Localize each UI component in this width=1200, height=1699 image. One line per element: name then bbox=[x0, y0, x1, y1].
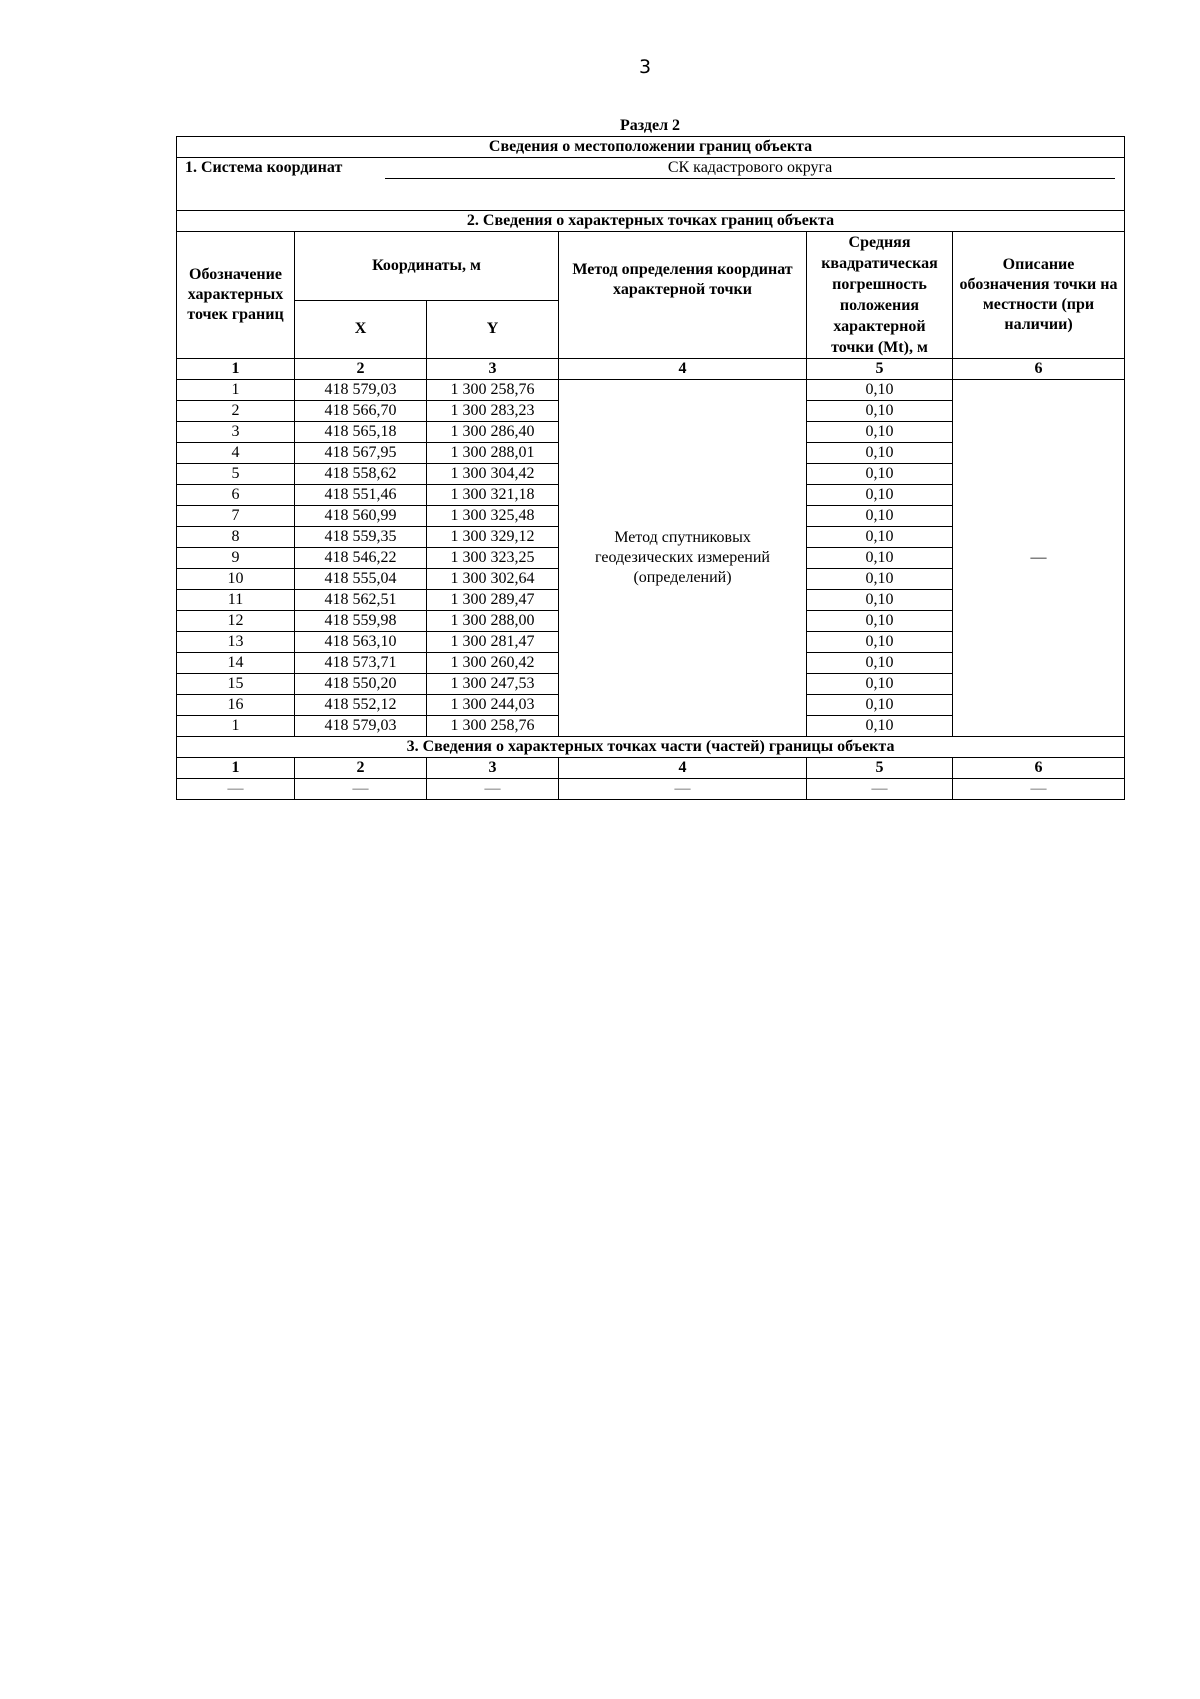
point-mt: 0,10 bbox=[807, 632, 953, 653]
point-y: 1 300 247,53 bbox=[427, 674, 559, 695]
page-number: 3 bbox=[638, 56, 652, 78]
point-x: 418 559,98 bbox=[295, 611, 427, 632]
point-x: 418 552,12 bbox=[295, 695, 427, 716]
column-number: 4 bbox=[559, 758, 807, 779]
point-mt: 0,10 bbox=[807, 485, 953, 506]
column-number: 1 bbox=[177, 758, 295, 779]
point-x: 418 559,35 bbox=[295, 527, 427, 548]
coordinate-system-value: СК кадастрового округа bbox=[385, 158, 1115, 179]
point-y: 1 300 304,42 bbox=[427, 464, 559, 485]
point-x: 418 567,95 bbox=[295, 443, 427, 464]
point-number: 5 bbox=[177, 464, 295, 485]
point-x: 418 560,99 bbox=[295, 506, 427, 527]
point-mt: 0,10 bbox=[807, 464, 953, 485]
column-number: 6 bbox=[953, 758, 1125, 779]
point-number: 15 bbox=[177, 674, 295, 695]
table-title: Сведения о местоположении границ объекта bbox=[177, 137, 1125, 158]
point-x: 418 558,62 bbox=[295, 464, 427, 485]
point-number: 11 bbox=[177, 590, 295, 611]
point-number: 10 bbox=[177, 569, 295, 590]
header-row-1 bbox=[177, 232, 1125, 301]
coordinate-system-row bbox=[177, 158, 1125, 211]
method-value: Метод спутниковых геодезических измерений (определений) bbox=[559, 380, 807, 737]
subsection3-value: — bbox=[559, 779, 807, 800]
point-mt: 0,10 bbox=[807, 695, 953, 716]
point-mt: 0,10 bbox=[807, 506, 953, 527]
point-number: 16 bbox=[177, 695, 295, 716]
point-x: 418 550,20 bbox=[295, 674, 427, 695]
point-mt: 0,10 bbox=[807, 674, 953, 695]
description-value: — bbox=[953, 380, 1125, 737]
point-number: 6 bbox=[177, 485, 295, 506]
column-number: 5 bbox=[807, 758, 953, 779]
point-mt: 0,10 bbox=[807, 653, 953, 674]
point-mt: 0,10 bbox=[807, 611, 953, 632]
point-mt: 0,10 bbox=[807, 548, 953, 569]
boundary-table bbox=[176, 136, 1125, 800]
point-mt: 0,10 bbox=[807, 716, 953, 737]
column-number: 6 bbox=[953, 359, 1125, 380]
subsection3-title: 3. Сведения о характерных точках части (частей) границы объекта bbox=[177, 737, 1125, 758]
subsection3-values-row bbox=[177, 779, 1125, 800]
subsection3-value: — bbox=[807, 779, 953, 800]
subsection2-title: 2. Сведения о характерных точках границ объекта bbox=[177, 211, 1125, 232]
point-y: 1 300 258,76 bbox=[427, 380, 559, 401]
column-number: 3 bbox=[427, 359, 559, 380]
subsection3-value: — bbox=[295, 779, 427, 800]
point-number: 12 bbox=[177, 611, 295, 632]
header-x: X bbox=[295, 300, 427, 358]
subsection3-title-row bbox=[177, 737, 1125, 758]
header-method: Метод определения координат характерной точки bbox=[559, 232, 807, 359]
point-y: 1 300 260,42 bbox=[427, 653, 559, 674]
subsection2-title-row bbox=[177, 211, 1125, 232]
point-x: 418 546,22 bbox=[295, 548, 427, 569]
point-mt: 0,10 bbox=[807, 401, 953, 422]
point-y: 1 300 244,03 bbox=[427, 695, 559, 716]
point-x: 418 551,46 bbox=[295, 485, 427, 506]
column-number: 2 bbox=[295, 359, 427, 380]
header-y: Y bbox=[427, 300, 559, 358]
point-number: 7 bbox=[177, 506, 295, 527]
point-number: 8 bbox=[177, 527, 295, 548]
subsection3-value: — bbox=[953, 779, 1125, 800]
point-y: 1 300 323,25 bbox=[427, 548, 559, 569]
point-y: 1 300 258,76 bbox=[427, 716, 559, 737]
column-number: 2 bbox=[295, 758, 427, 779]
point-y: 1 300 321,18 bbox=[427, 485, 559, 506]
column-number: 3 bbox=[427, 758, 559, 779]
point-x: 418 555,04 bbox=[295, 569, 427, 590]
point-number: 13 bbox=[177, 632, 295, 653]
point-number: 14 bbox=[177, 653, 295, 674]
point-y: 1 300 289,47 bbox=[427, 590, 559, 611]
table-row bbox=[177, 380, 1125, 401]
header-error: Средняя квадратическая погрешность положения характерной точки (Mt), м bbox=[807, 232, 953, 359]
point-x: 418 563,10 bbox=[295, 632, 427, 653]
header-description: Описание обозначения точки на местности (при наличии) bbox=[953, 232, 1125, 359]
point-x: 418 579,03 bbox=[295, 380, 427, 401]
header-designation: Обозначение характерных точек границ bbox=[177, 232, 295, 359]
point-mt: 0,10 bbox=[807, 527, 953, 548]
column-number: 5 bbox=[807, 359, 953, 380]
point-number: 1 bbox=[177, 380, 295, 401]
subsection3-value: — bbox=[177, 779, 295, 800]
point-x: 418 579,03 bbox=[295, 716, 427, 737]
point-y: 1 300 281,47 bbox=[427, 632, 559, 653]
coordinate-system-label: 1. Система координат bbox=[185, 159, 343, 176]
table-title-row bbox=[177, 137, 1125, 158]
point-mt: 0,10 bbox=[807, 443, 953, 464]
point-mt: 0,10 bbox=[807, 590, 953, 611]
column-number: 4 bbox=[559, 359, 807, 380]
point-number: 1 bbox=[177, 716, 295, 737]
column-numbers-row bbox=[177, 359, 1125, 380]
point-y: 1 300 288,00 bbox=[427, 611, 559, 632]
point-x: 418 566,70 bbox=[295, 401, 427, 422]
header-coordinates: Координаты, м bbox=[295, 232, 559, 301]
point-y: 1 300 286,40 bbox=[427, 422, 559, 443]
point-number: 2 bbox=[177, 401, 295, 422]
point-number: 3 bbox=[177, 422, 295, 443]
point-y: 1 300 283,23 bbox=[427, 401, 559, 422]
subsection3-column-numbers-row bbox=[177, 758, 1125, 779]
point-number: 9 bbox=[177, 548, 295, 569]
point-mt: 0,10 bbox=[807, 380, 953, 401]
point-x: 418 562,51 bbox=[295, 590, 427, 611]
point-y: 1 300 325,48 bbox=[427, 506, 559, 527]
point-y: 1 300 302,64 bbox=[427, 569, 559, 590]
section-title: Раздел 2 bbox=[619, 117, 681, 134]
point-y: 1 300 288,01 bbox=[427, 443, 559, 464]
point-mt: 0,10 bbox=[807, 569, 953, 590]
point-x: 418 565,18 bbox=[295, 422, 427, 443]
point-x: 418 573,71 bbox=[295, 653, 427, 674]
column-number: 1 bbox=[177, 359, 295, 380]
subsection3-value: — bbox=[427, 779, 559, 800]
point-y: 1 300 329,12 bbox=[427, 527, 559, 548]
point-mt: 0,10 bbox=[807, 422, 953, 443]
point-number: 4 bbox=[177, 443, 295, 464]
